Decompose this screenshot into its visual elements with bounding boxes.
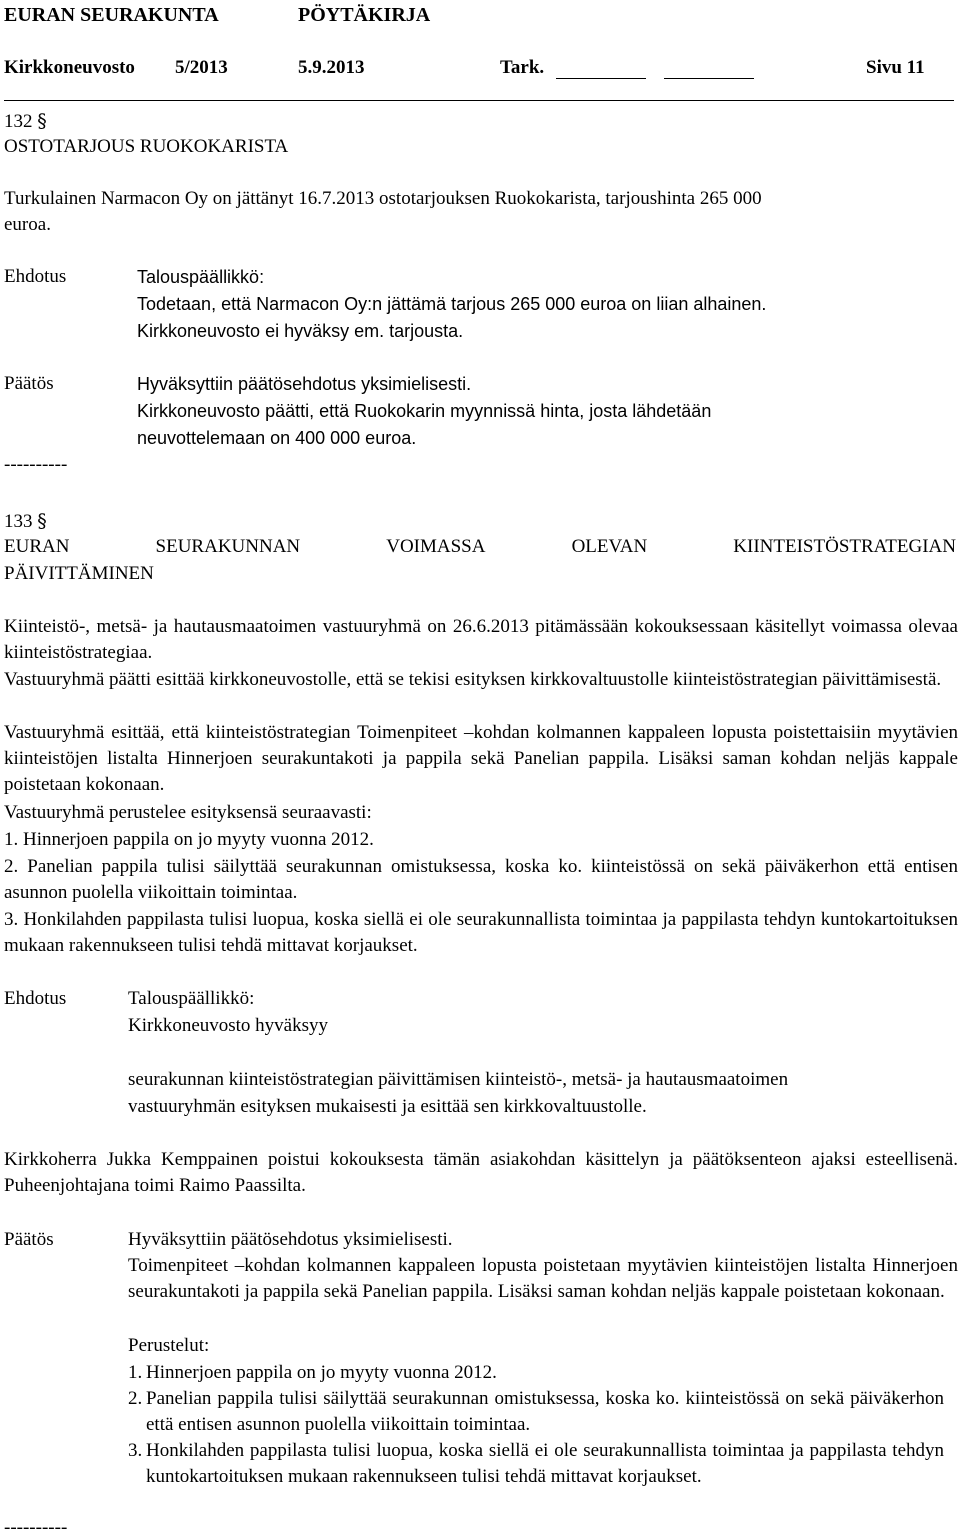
list-item-number: 2.: [128, 1388, 143, 1409]
list-item: [128, 1360, 944, 1386]
item-133-title-line-2: PÄIVITTÄMINEN: [4, 563, 154, 584]
signature-line-2: [664, 78, 754, 79]
header-page: Sivu 11: [866, 57, 925, 78]
item-132-decision-line-3: neuvottelemaan on 400 000 euroa.: [137, 428, 417, 448]
item-132-intro-1: Turkulainen Narmacon Oy on jättänyt 16.7.2013 ostotarjouksen Ruokokarista, tarjoushinta 265 000: [4, 188, 762, 209]
item-133-paragraph-2: Vastuuryhmä päätti esittää kirkkoneuvostolle, että se tekisi esityksen kirkkovaltuustolle kiinteistöstrategian päivittämisestä.: [4, 669, 942, 690]
item-133-title-word: OLEVAN: [571, 536, 648, 557]
item-133-paragraph-1: Kiinteistö-, metsä- ja hautausmaatoimen vastuuryhmä on 26.6.2013 pitämässään kokouksessaan käsitellyt voimassa olevaa kiinteistöstrategiaa.: [4, 616, 958, 663]
header-rule: [4, 100, 954, 101]
item-132-separator: ----------: [4, 454, 68, 475]
list-item-text: Honkilahden pappilasta tulisi luopua, koska siellä ei ole seurakunnallista toimintaa ja pappilasta tehdyn kuntokartoituksen mukaan rakennukseen tulisi tehdä mittavat korjaukset.: [146, 1440, 944, 1487]
item-133-paragraph-7: 3. Honkilahden pappilasta tulisi luopua, koska siellä ei ole seurakunnallista toimintaa ja pappilasta tehdyn kuntokartoituksen mukaan rakennukseen tulisi tehdä mittavat korjaukset.: [4, 909, 958, 956]
item-132-number: 132: [4, 111, 33, 132]
item-133-recusal: Kirkkoherra Jukka Kemppainen poistui kokouksesta tämän asiakohdan käsittelyn ja päätöksenteon ajaksi esteellisenä. Puheenjohtajana toimi Raimo Paassilta.: [4, 1149, 958, 1196]
item-133-number: 133: [4, 511, 33, 532]
item-133-decision-body: Toimenpiteet –kohdan kolmannen kappaleen lopusta poistetaan myytävien kiinteistöjen listalta Hinnerjoen seurakuntakoti ja pappila sekä Panelian pappila. Lisäksi saman kohdan neljäs kappale poistetaan kokonaan.: [128, 1255, 958, 1302]
item-132-proposal-line-1: Talouspäällikkö:: [137, 267, 265, 287]
item-133-paragraph-5: 1. Hinnerjoen pappila on jo myyty vuonna 2012.: [4, 829, 374, 850]
item-133-title-word: EURAN: [4, 536, 70, 557]
item-132-decision-label: Päätös: [4, 373, 54, 394]
item-132-title: OSTOTARJOUS RUOKOKARISTA: [4, 136, 289, 157]
item-133-proposal-label: Ehdotus: [4, 988, 67, 1009]
item-133-decision-label: Päätös: [4, 1229, 54, 1250]
section-sign-icon: §: [37, 510, 47, 532]
header-doc-type: PÖYTÄKIRJA: [298, 4, 431, 26]
signature-line-1: [556, 78, 646, 79]
item-133-title-word: KIINTEISTÖSTRATEGIAN: [733, 536, 956, 557]
list-item: [128, 1386, 944, 1438]
item-133-proposal-line-2: Kirkkoneuvosto hyväksyy: [128, 1015, 329, 1036]
item-132-proposal-line-3: Kirkkoneuvosto ei hyväksy em. tarjousta.: [137, 321, 464, 341]
item-133-title-word: SEURAKUNNAN: [155, 536, 301, 557]
header-body: Kirkkoneuvosto: [4, 57, 135, 78]
item-133-proposal-line-1: Talouspäällikkö:: [128, 988, 255, 1009]
item-133-paragraph-3: Vastuuryhmä esittää, että kiinteistöstrategian Toimenpiteet –kohdan kolmannen kappaleen lopusta poistettaisiin myytävien kiinteistöjen listalta Hinnerjoen seurakuntakoti ja pappila sekä Panelian pappila. Lisäksi saman kohdan neljäs kappale poistetaan kokonaan.: [4, 722, 958, 795]
item-133-paragraph-6: 2. Panelian pappila tulisi säilyttää seurakunnan omistuksessa, koska ko. kiinteistössä on sekä päiväkerhon että entisen asunnon puolella viikoittain toimintaa.: [4, 856, 958, 903]
item-132-number-row: [4, 108, 47, 135]
item-133-decision-first: Hyväksyttiin päätösehdotus yksimielisesti.: [128, 1229, 453, 1250]
item-133-grounds-label: Perustelut:: [128, 1335, 210, 1356]
item-132-decision-line-2: Kirkkoneuvosto päätti, että Ruokokarin myynnissä hinta, josta lähdetään: [137, 401, 712, 421]
item-133-title-word: VOIMASSA: [386, 536, 486, 557]
list-item-text: Panelian pappila tulisi säilyttää seurakunnan omistuksessa, koska ko. kiinteistössä on sekä päiväkerhon että entisen asunnon puolella viikoittain toimintaa.: [146, 1388, 944, 1435]
item-133-separator: ----------: [4, 1517, 68, 1538]
header-check-label: Tark.: [500, 57, 545, 78]
item-133-grounds-list: [128, 1360, 944, 1490]
header-meeting-no: 5/2013: [175, 57, 228, 78]
list-item-number: 3.: [128, 1440, 143, 1461]
item-133-title-line-1: [4, 534, 956, 560]
item-132-intro-2: euroa.: [4, 214, 51, 235]
item-133-proposal-cont-2: vastuuryhmän esityksen mukaisesti ja esittää sen kirkkovaltuustolle.: [128, 1096, 647, 1117]
list-item: [128, 1438, 944, 1490]
item-132-decision-line-1: Hyväksyttiin päätösehdotus yksimielisesti.: [137, 374, 472, 394]
item-133-proposal-cont-1: seurakunnan kiinteistöstrategian päivittämisen kiinteistö-, metsä- ja hautausmaatoimen: [128, 1069, 789, 1090]
section-sign-icon: §: [37, 110, 47, 132]
list-item-number: 1.: [128, 1362, 143, 1383]
item-132-proposal-line-2: Todetaan, että Narmacon Oy:n jättämä tarjous 265 000 euroa on liian alhainen.: [137, 294, 767, 314]
list-item-text: Hinnerjoen pappila on jo myyty vuonna 2012.: [146, 1362, 497, 1383]
header-date: 5.9.2013: [298, 57, 365, 78]
item-133-number-row: [4, 508, 47, 535]
header-org: EURAN SEURAKUNTA: [4, 4, 219, 26]
item-133-paragraph-4: Vastuuryhmä perustelee esityksensä seuraavasti:: [4, 802, 372, 823]
item-132-proposal-label: Ehdotus: [4, 266, 67, 287]
